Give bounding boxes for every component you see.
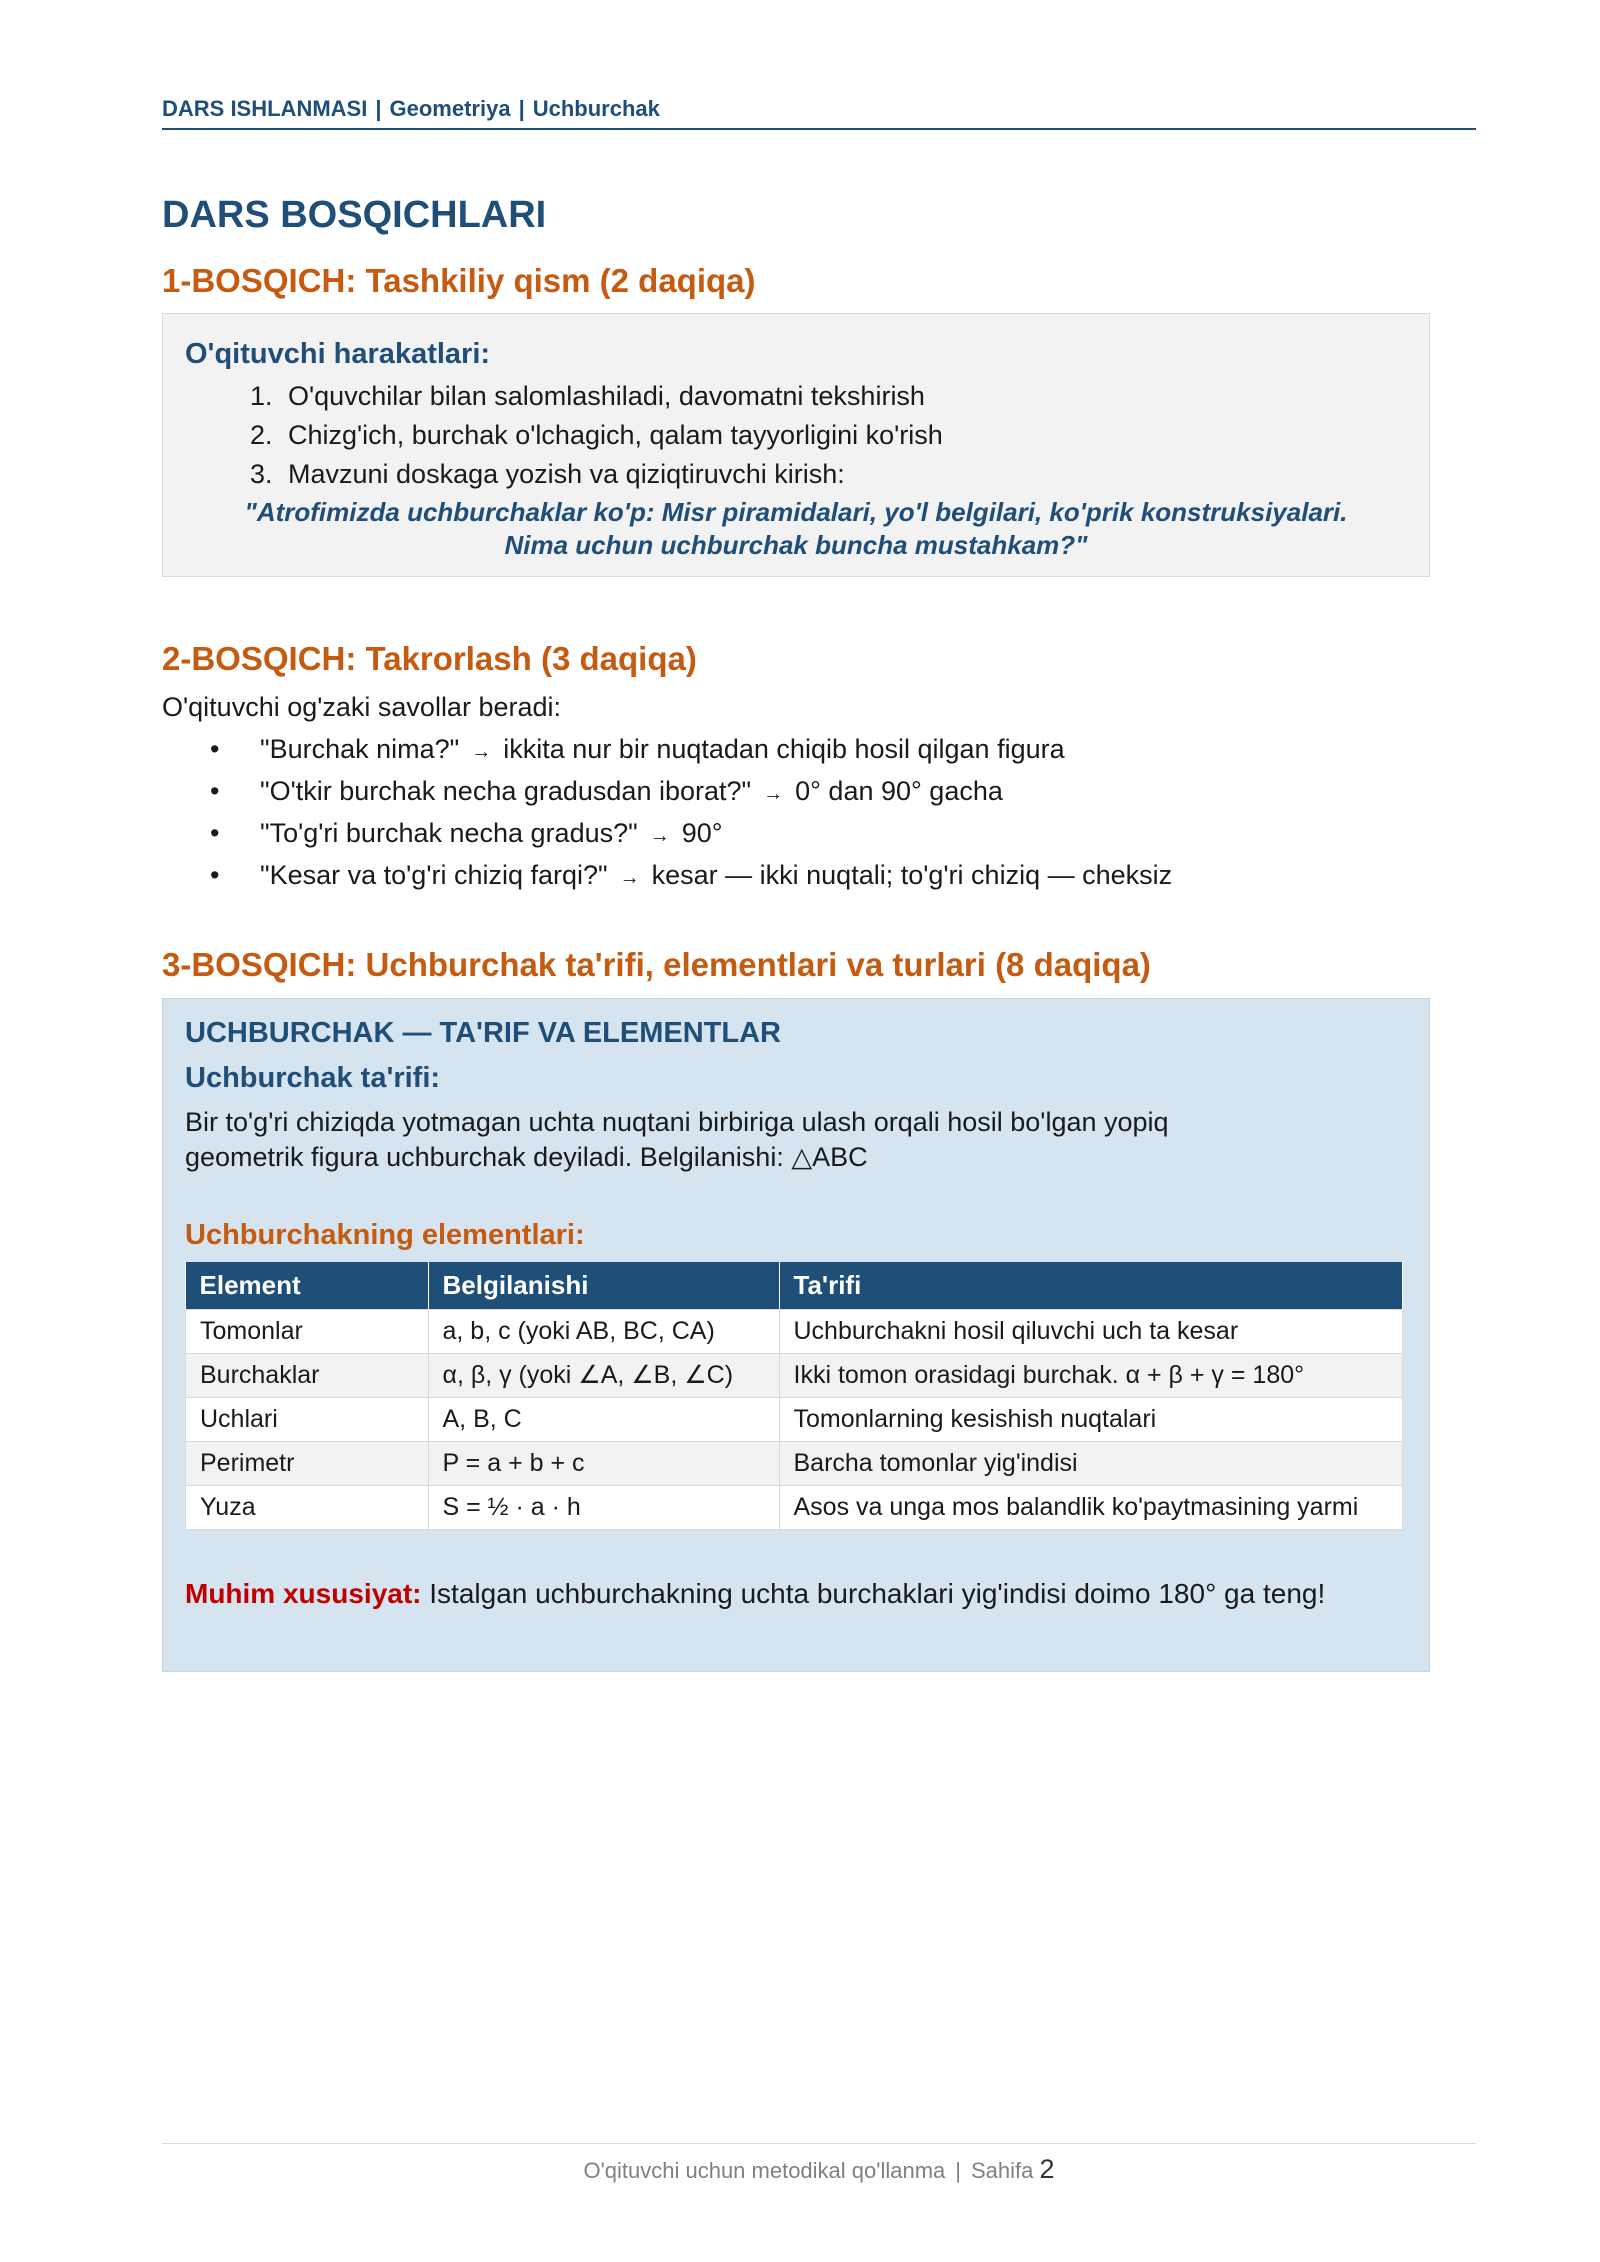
list-item xyxy=(260,856,1172,898)
table-cell: Uchlari xyxy=(186,1398,429,1442)
elements-table xyxy=(185,1262,1403,1530)
table-row xyxy=(186,1310,1403,1354)
list-item xyxy=(260,730,1172,772)
important-label: Muhim xususiyat: xyxy=(185,1578,422,1609)
table-cell: A, B, C xyxy=(428,1398,779,1442)
footer-separator: | xyxy=(955,2158,961,2183)
table-cell: Uchburchakni hosil qiluvchi uch ta kesar xyxy=(779,1310,1403,1354)
page-number: 2 xyxy=(1039,2154,1055,2184)
table-cell: P = a + b + c xyxy=(428,1442,779,1486)
footer-text: O'qituvchi uchun metodikal qo'llanma xyxy=(583,2158,946,2183)
list-item: 1. O'quvchilar bilan salomlashiladi, davomatni tekshirish xyxy=(280,377,1407,416)
table-header-row xyxy=(186,1262,1403,1310)
important-text: Istalgan uchburchakning uchta burchaklari yig'indisi doimo 180° ga teng! xyxy=(429,1578,1326,1609)
table-cell: Barcha tomonlar yig'indisi xyxy=(779,1442,1403,1486)
header-subject: Geometriya xyxy=(389,96,511,121)
definition-box xyxy=(162,998,1430,1672)
answer-text: ikkita nur bir nuqtadan chiqib hosil qilgan figura xyxy=(503,734,1065,764)
table-cell: Asos va unga mos balandlik ko'paytmasining yarmi xyxy=(779,1486,1403,1530)
list-item: 2. Chizg'ich, burchak o'lchagich, qalam tayyorligini ko'rish xyxy=(280,416,1407,455)
definition-text xyxy=(185,1105,1345,1175)
table-cell: Ikki tomon orasidagi burchak. α + β + γ = 180° xyxy=(779,1354,1403,1398)
column-header: Belgilanishi xyxy=(428,1262,779,1310)
stage1-heading: 1-BOSQICH: Tashkiliy qism (2 daqiqa) xyxy=(162,262,756,299)
elements-heading: Uchburchakning elementlari: xyxy=(185,1219,585,1251)
review-questions-list xyxy=(162,730,1172,898)
arrow-icon: → xyxy=(471,741,492,763)
page-title: DARS BOSQICHLARI xyxy=(162,194,547,236)
table-cell: Yuza xyxy=(186,1486,429,1530)
question-text: "O'tkir burchak necha gradusdan iborat?" xyxy=(260,776,752,806)
intro-quote xyxy=(185,496,1407,562)
table-cell: Burchaklar xyxy=(186,1354,429,1398)
quote-line: Nima uchun uchburchak buncha mustahkam?" xyxy=(504,530,1088,560)
table-cell: Perimetr xyxy=(186,1442,429,1486)
arrow-icon: → xyxy=(619,867,640,889)
question-text: "Kesar va to'g'ri chiziq farqi?" xyxy=(260,860,608,890)
arrow-icon: → xyxy=(649,825,670,847)
important-note xyxy=(185,1578,1407,1610)
table-row xyxy=(186,1442,1403,1486)
quote-line: "Atrofimizda uchburchaklar ko'p: Misr piramidalari, yo'l belgilari, ko'prik konstruksiyalari. xyxy=(244,497,1348,527)
stage2-intro: O'qituvchi og'zaki savollar beradi: xyxy=(162,692,562,722)
list-item: 3. Mavzuni doskaga yozish va qiziqtiruvchi kirish: xyxy=(280,455,1407,494)
table-cell: Tomonlar xyxy=(186,1310,429,1354)
teacher-actions-heading: O'qituvchi harakatlari: xyxy=(185,338,491,370)
stage2-heading: 2-BOSQICH: Takrorlash (3 daqiqa) xyxy=(162,640,697,677)
header-separator: | xyxy=(518,96,525,121)
column-header: Ta'rifi xyxy=(779,1262,1403,1310)
definition-line: Bir to'g'ri chiziqda yotmagan uchta nuqtani birbiriga ulash orqali hosil bo'lgan yopiq xyxy=(185,1107,1169,1137)
running-header xyxy=(162,96,1476,130)
question-text: "Burchak nima?" xyxy=(260,734,460,764)
table-cell: Tomonlarning kesishish nuqtalari xyxy=(779,1398,1403,1442)
answer-text: kesar — ikki nuqtali; to'g'ri chiziq — cheksiz xyxy=(651,860,1173,890)
table-row xyxy=(186,1486,1403,1530)
column-header: Element xyxy=(186,1262,429,1310)
arrow-icon: → xyxy=(763,783,784,805)
question-text: "To'g'ri burchak necha gradus?" xyxy=(260,818,638,848)
footer-page-label: Sahifa xyxy=(971,2158,1034,2183)
definition-line: geometrik figura uchburchak deyiladi. Belgilanishi: △ABC xyxy=(185,1142,868,1172)
answer-text: 0° dan 90° gacha xyxy=(795,776,1003,806)
definition-heading: Uchburchak ta'rifi: xyxy=(185,1062,441,1094)
header-separator: | xyxy=(375,96,382,121)
answer-text: 90° xyxy=(681,818,723,848)
table-row xyxy=(186,1398,1403,1442)
header-topic: Uchburchak xyxy=(532,96,660,121)
list-item xyxy=(260,814,1172,856)
table-cell: α, β, γ (yoki ∠A, ∠B, ∠C) xyxy=(428,1354,779,1398)
stage3-heading: 3-BOSQICH: Uchburchak ta'rifi, elementlari va turlari (8 daqiqa) xyxy=(162,946,1151,983)
header-doc-type: DARS ISHLANMASI xyxy=(162,96,368,121)
definition-box-title: UCHBURCHAK — TA'RIF VA ELEMENTLAR xyxy=(185,1017,781,1049)
table-row xyxy=(186,1354,1403,1398)
teacher-actions-box xyxy=(162,313,1430,577)
teacher-actions-list xyxy=(185,377,1407,494)
list-item xyxy=(260,772,1172,814)
table-cell: a, b, c (yoki AB, BC, CA) xyxy=(428,1310,779,1354)
page-footer xyxy=(162,2143,1476,2185)
table-cell: S = ½ · a · h xyxy=(428,1486,779,1530)
